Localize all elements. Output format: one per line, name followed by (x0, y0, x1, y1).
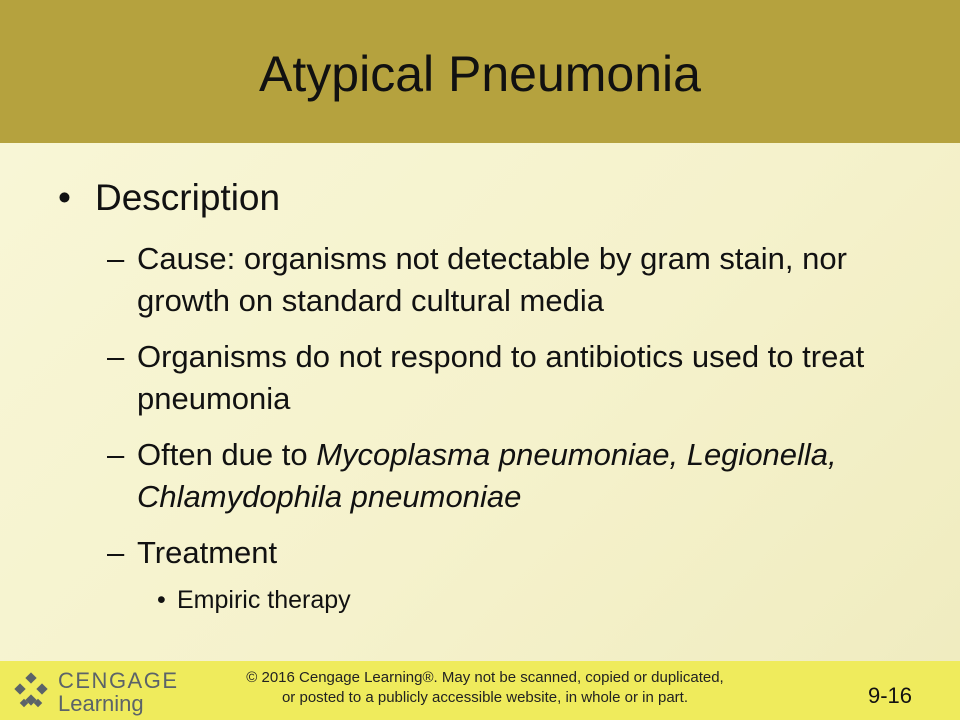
copyright-notice (215, 668, 755, 708)
logo-wordmark-top: CENGAGE (58, 668, 179, 693)
sub-sub-bullet-text: Empiric therapy (177, 586, 351, 614)
copyright-line: or posted to a publicly accessible website, in whole or in part. (281, 689, 689, 706)
bullet-marker: • (157, 586, 166, 614)
bullet-marker: • (58, 177, 71, 218)
sub-bullet-prefix: Often due to (137, 437, 317, 472)
slide-title: Atypical Pneumonia (259, 46, 701, 102)
cengage-logo-icon (12, 672, 50, 710)
page-number: 9-16 (868, 683, 913, 708)
logo-wordmark-bottom: Learning (58, 691, 144, 716)
cengage-logo (12, 668, 202, 718)
dash-marker: – (107, 241, 125, 276)
dash-marker: – (107, 339, 125, 374)
dash-marker: – (107, 535, 125, 570)
sub-bullet-text: Cause: organisms not detectable by gram stain, nor growth on standard cultural media (137, 241, 847, 318)
dash-marker: – (107, 437, 125, 472)
sub-bullet-text (137, 434, 897, 518)
organism-names: Mycoplasma pneumoniae, Legionella, Chlamydophila pneumoniae (137, 437, 837, 514)
copyright-line: © 2016 Cengage Learning®. May not be scanned, copied or duplicated, (246, 669, 724, 686)
sub-bullet-text: Organisms do not respond to antibiotics used to treat pneumonia (137, 339, 865, 416)
bullet-text: Description (95, 177, 281, 218)
sub-bullet-text: Treatment (137, 535, 278, 570)
